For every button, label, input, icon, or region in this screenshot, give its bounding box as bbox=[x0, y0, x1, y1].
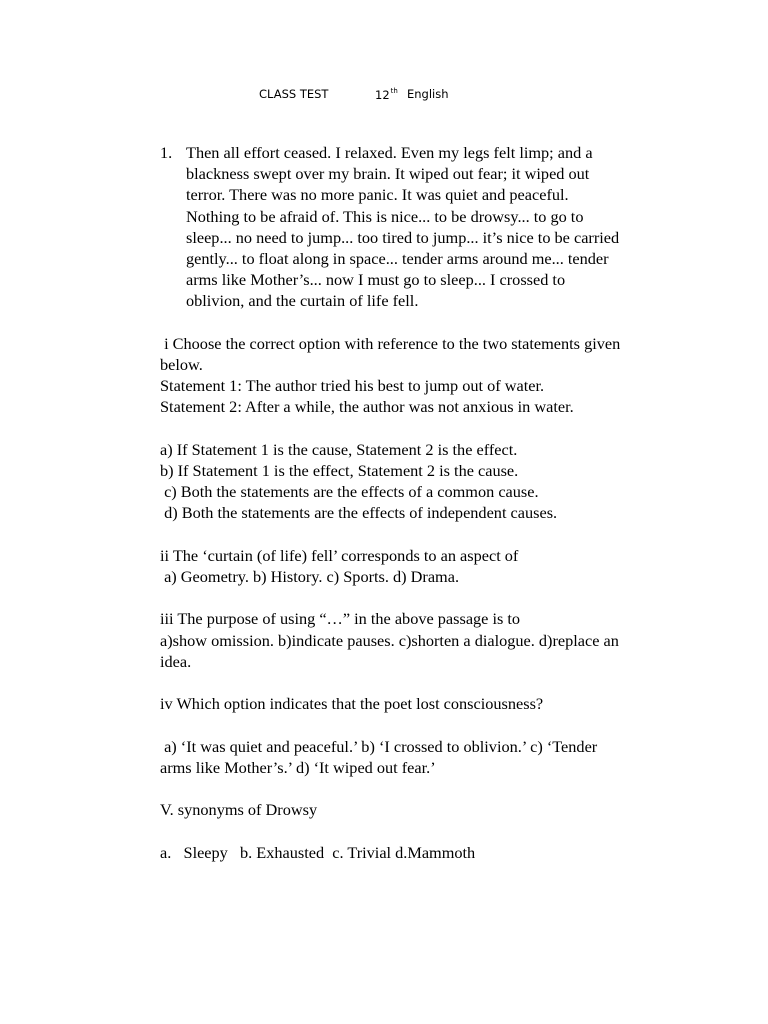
sub-iii-prompt: iii The purpose of using “…” in the above passage is to bbox=[160, 609, 521, 629]
sub-iv-prompt: iv Which option indicates that the poet lost consciousness? bbox=[160, 694, 544, 714]
spacer bbox=[160, 524, 688, 545]
passage bbox=[186, 142, 688, 312]
sub-i-prompt: below. bbox=[160, 355, 203, 375]
sub-ii-prompt: ii The ‘curtain (of life) fell’ corresponds to an aspect of bbox=[160, 545, 519, 565]
sub-i-prompt: i Choose the correct option with reference to the two statements given bbox=[160, 333, 621, 353]
spacer bbox=[160, 587, 688, 608]
statement-2: Statement 2: After a while, the author was not anxious in water. bbox=[160, 397, 574, 417]
question-1 bbox=[160, 142, 688, 312]
class-number: 12 bbox=[375, 88, 390, 102]
sub-iii-options: a)show omission. b)indicate pauses. c)shorten a dialogue. d)replace an bbox=[160, 630, 619, 650]
passage-line: terror. There was no more panic. It was quiet and peaceful. bbox=[186, 185, 569, 205]
sub-iv-options: arms like Mother’s.’ d) ‘It wiped out fear.’ bbox=[160, 757, 436, 777]
passage-line: sleep... no need to jump... too tired to jump... it’s nice to be carried bbox=[186, 227, 620, 247]
spacer bbox=[160, 672, 688, 693]
sub-question-ii bbox=[160, 545, 688, 587]
question-content bbox=[160, 142, 688, 863]
sub-iv-options: a) ‘It was quiet and peaceful.’ b) ‘I crossed to oblivion.’ c) ‘Tender bbox=[160, 736, 598, 756]
spacer bbox=[160, 418, 688, 439]
page-header bbox=[0, 87, 768, 107]
sub-question-i bbox=[160, 333, 688, 524]
passage-line: Then all effort ceased. I relaxed. Even my legs felt limp; and a bbox=[186, 143, 593, 162]
sub-i-option: c) Both the statements are the effects of a common cause. bbox=[160, 482, 539, 502]
sub-question-iii bbox=[160, 608, 688, 672]
class-superscript: th bbox=[390, 87, 398, 95]
subject-label: English bbox=[407, 87, 449, 101]
passage-line: arms like Mother’s... now I must go to sleep... I crossed to bbox=[186, 270, 566, 290]
passage-line: Nothing to be afraid of. This is nice... to be drowsy... to go to bbox=[186, 206, 584, 226]
sub-v-options: a. Sleepy b. Exhausted c. Trivial d.Mammoth bbox=[160, 842, 476, 862]
sub-i-option: a) If Statement 1 is the cause, Statement 2 is the effect. bbox=[160, 439, 518, 459]
spacer bbox=[160, 312, 688, 333]
statement-1: Statement 1: The author tried his best to jump out of water. bbox=[160, 376, 545, 396]
question-number: 1. bbox=[160, 143, 173, 162]
sub-ii-options: a) Geometry. b) History. c) Sports. d) Drama. bbox=[160, 567, 460, 587]
sub-question-iv bbox=[160, 693, 688, 778]
test-title: CLASS TEST bbox=[259, 87, 329, 101]
sub-v-prompt: V. synonyms of Drowsy bbox=[160, 800, 318, 820]
spacer bbox=[160, 820, 688, 841]
sub-i-option: b) If Statement 1 is the effect, Statement 2 is the cause. bbox=[160, 461, 519, 481]
passage-line: gently... to float along in space... tender arms around me... tender bbox=[186, 249, 609, 269]
sub-question-v bbox=[160, 799, 688, 863]
class-label bbox=[375, 87, 398, 102]
spacer bbox=[160, 714, 688, 735]
sub-iii-options: idea. bbox=[160, 651, 192, 671]
passage-line: blackness swept over my brain. It wiped out fear; it wiped out bbox=[186, 164, 590, 184]
spacer bbox=[160, 778, 688, 799]
sub-i-option: d) Both the statements are the effects of independent causes. bbox=[160, 503, 558, 523]
passage-line: oblivion, and the curtain of life fell. bbox=[186, 291, 419, 311]
